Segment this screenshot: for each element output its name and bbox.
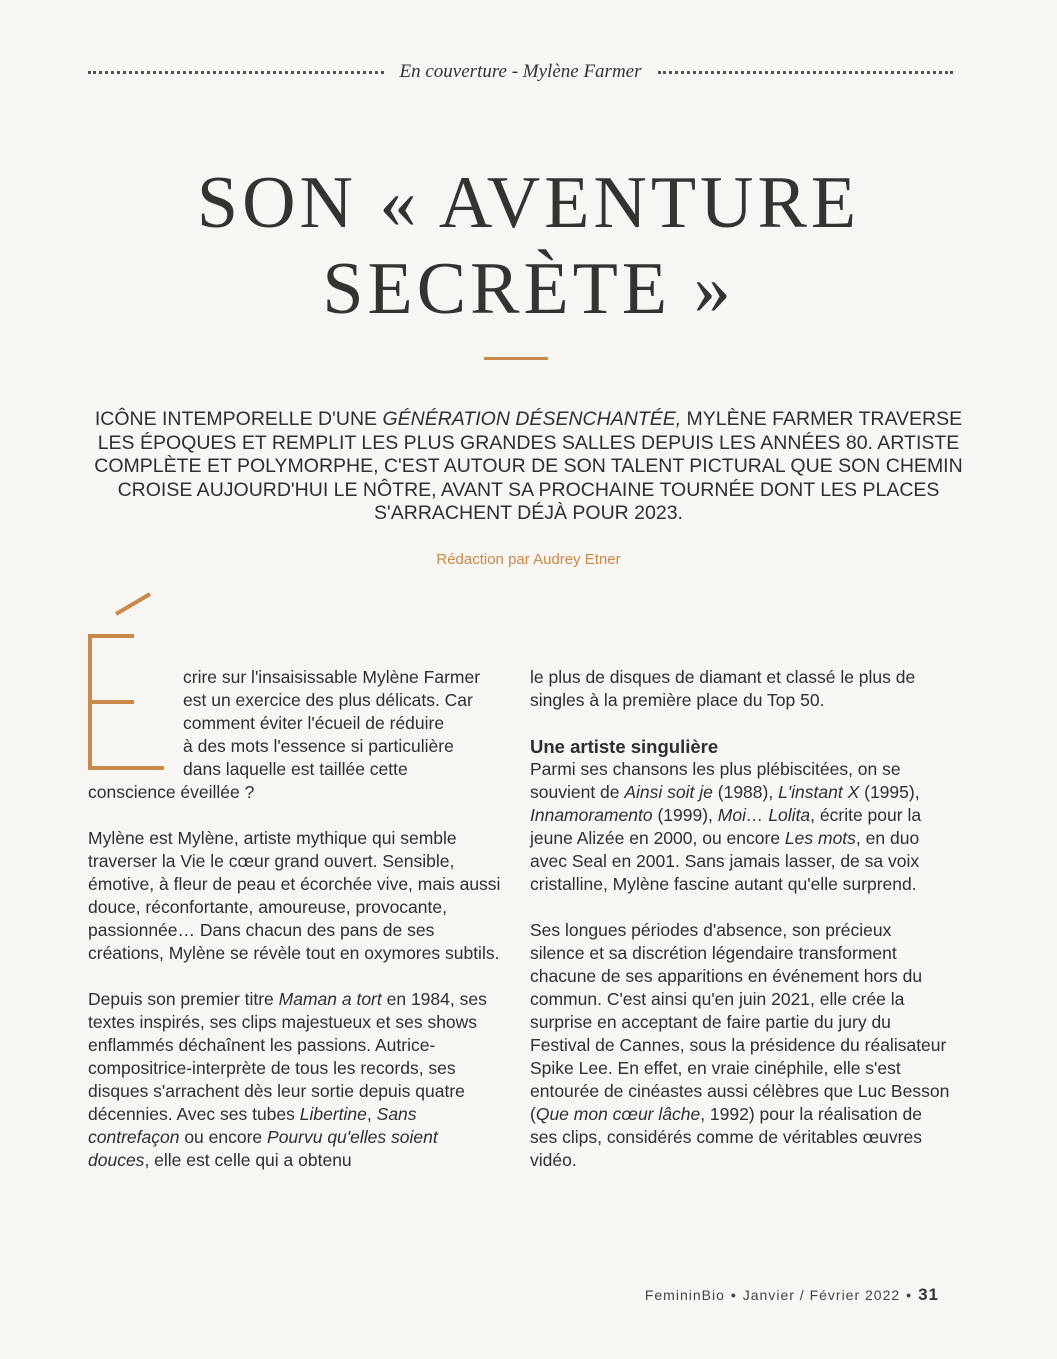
title-line-1: SON « AVENTURE <box>196 162 861 244</box>
lead-line: dans laquelle est taillée cette <box>183 759 408 779</box>
page-footer <box>645 1285 939 1305</box>
body-paragraph: Mylène est Mylène, artiste mythique qui semble traverser la Vie le cœur grand ouvert. Sensible, émotive, à fleur de peau et écorchée vive, mais aussi douce, réconfortante, amoureuse, provocante, passionnée… Dans chacun des pans de ses créations, Mylène se révèle tout en oxymores subtils. <box>88 828 501 963</box>
issue-date: Janvier / Février 2022 <box>742 1287 901 1303</box>
intro-italic-title: GÉNÉRATION DÉSENCHANTÉE, <box>382 408 682 430</box>
dotted-rule-left <box>88 71 384 74</box>
intro-text: ICÔNE INTEMPORELLE D'UNE <box>94 408 383 430</box>
right-column <box>530 666 950 1195</box>
lead-tail: conscience éveillée ? <box>88 782 255 802</box>
page-number: 31 <box>918 1285 939 1304</box>
section-label: En couverture - Mylène Farmer <box>399 61 642 82</box>
magazine-name: FemininBio <box>644 1287 725 1303</box>
section-subheading: Une artiste singulière <box>530 736 719 757</box>
left-column <box>88 666 503 1195</box>
article-title <box>0 160 1057 332</box>
byline: Rédaction par Audrey Etner <box>436 551 621 568</box>
bullet-separator: • <box>730 1287 737 1303</box>
accent-divider <box>484 357 548 360</box>
lead-paragraph <box>88 666 503 804</box>
body-paragraph: Parmi ses chansons les plus plébiscitées, on se souvient de Ainsi soit je (1988), L'instant X (1995), Innamoramento (1999), Moi… Lolita, écrite pour la jeune Alizée en 2000, ou encore Les mots, en duo avec Seal en 2001. Sans jamais lasser, de sa voix cristalline, Mylène fascine autant qu'elle surprend. <box>530 759 922 894</box>
title-line-2: SECRÈTE » <box>322 248 735 330</box>
lead-line: est un exercice des plus délicats. Car <box>183 690 473 710</box>
lead-line: comment éviter l'écueil de réduire <box>183 713 445 733</box>
section-header <box>88 62 953 82</box>
intro-text-cont: MYLÈNE FARMER TRAVERSE LES ÉPOQUES ET REMPLIT LES PLUS GRANDES SALLES DEPUIS LES ANNÉES 80. ARTISTE COMPLÈTE ET POLYMORPHE, C'EST AUTOUR DE SON TALENT PICTURAL QUE SON CHEMIN CROISE AUJOURD'HUI LE NÔTRE, AVANT SA PROCHAINE TOURNÉE DONT LES PLACES S'ARRACHENT DÉJÀ POUR 2023. <box>94 408 963 524</box>
dotted-rule-right <box>658 71 954 74</box>
bullet-separator: • <box>906 1287 913 1303</box>
body-paragraph: le plus de disques de diamant et classé le plus de singles à la première place du Top 50. <box>530 667 916 710</box>
body-paragraph: Ses longues périodes d'absence, son précieux silence et sa discrétion légendaire transforment chacune de ses apparitions en événement hors du commun. C'est ainsi qu'en juin 2021, elle crée la surprise en acceptant de faire partie du jury du Festival de Cannes, sous la présidence du réalisateur Spike Lee. En effet, en vraie cinéphile, elle s'est entourée de cinéastes aussi célèbres que Luc Besson (Que mon cœur lâche, 1992) pour la réalisation de ses clips, considérés comme de véritables œuvres vidéo. <box>530 920 950 1170</box>
body-paragraph: Depuis son premier titre Maman a tort en 1984, ses textes inspirés, ses clips majestueux et ses shows enflammés déchaînent les passions. Autrice-compositrice-interprète de tous les records, ses disques s'arrachent dès leur sortie depuis quatre décennies. Avec ses tubes Libertine, Sans contrefaçon ou encore Pourvu qu'elles soient douces, elle est celle qui a obtenu <box>88 989 487 1170</box>
lead-line: crire sur l'insaisissable Mylène Farmer <box>183 667 481 687</box>
article-intro <box>80 408 977 526</box>
lead-line: à des mots l'essence si particulière <box>183 736 454 756</box>
